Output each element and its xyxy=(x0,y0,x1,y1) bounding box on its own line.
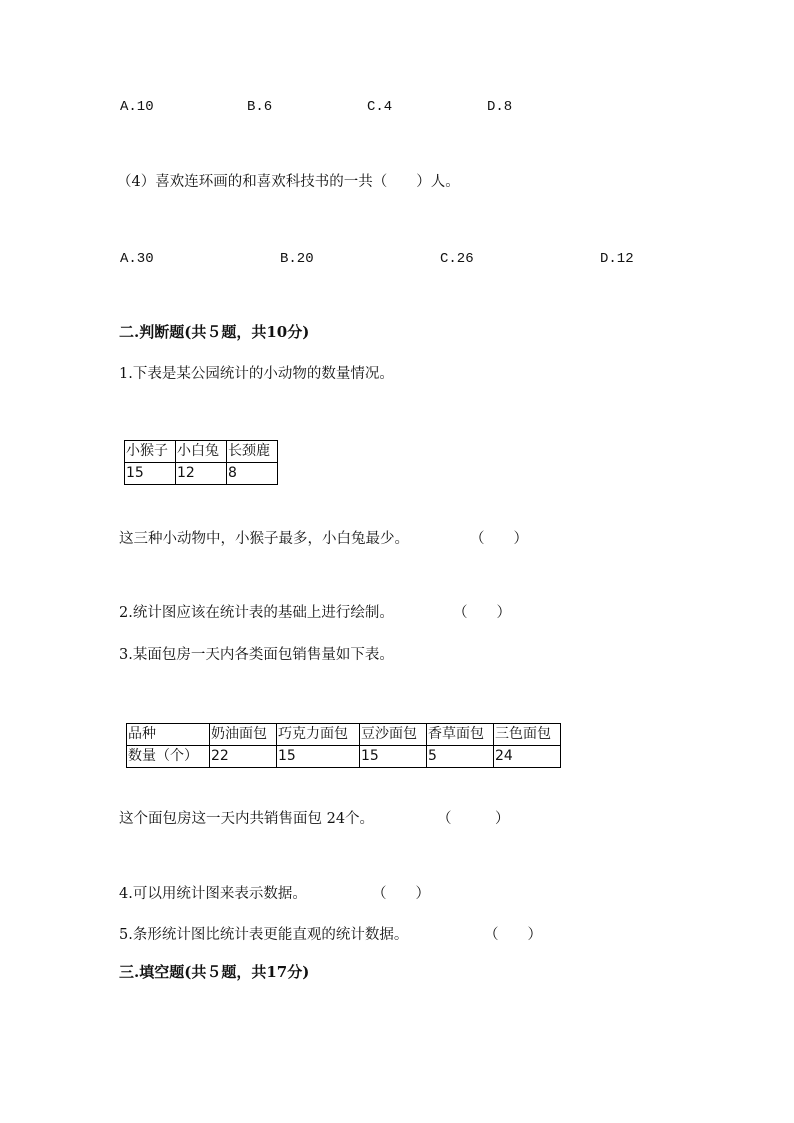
s2-q2-answer-paren[interactable]: （ ） xyxy=(453,605,511,621)
table-cell: 香草面包 xyxy=(427,724,494,746)
q4-option-a: A.30 xyxy=(120,251,154,267)
s2-q3-statement: 这个面包房这一天内共销售面包 24个。 xyxy=(119,811,375,827)
s2-q3-answer-paren[interactable]: （ ） xyxy=(437,811,510,827)
s2-q2-text: 2.统计图应该在统计表的基础上进行绘制。 xyxy=(119,605,394,621)
table-cell: 12 xyxy=(176,463,227,485)
bread-sales-table xyxy=(126,723,561,768)
table-cell: 24 xyxy=(494,746,561,768)
table-cell: 小猴子 xyxy=(125,441,176,463)
q3-option-b: B.6 xyxy=(247,99,273,115)
table-header-row xyxy=(127,724,561,746)
table-cell: 数量（个） xyxy=(127,746,210,768)
table-header-row xyxy=(125,441,278,463)
s2-q5-text: 5.条形统计图比统计表更能直观的统计数据。 xyxy=(119,927,409,943)
table-row xyxy=(125,463,278,485)
s2-q1-statement: 这三种小动物中，小猴子最多，小白兔最少。 xyxy=(119,531,409,547)
q3-option-d: D.8 xyxy=(487,99,513,115)
q4-option-d: D.12 xyxy=(600,251,634,267)
q3-option-c: C.4 xyxy=(367,99,393,115)
section2-heading: 二.判断题(共５题，共10分) xyxy=(119,323,310,341)
table-row xyxy=(127,746,561,768)
q4-option-b: B.20 xyxy=(280,251,314,267)
table-cell: 15 xyxy=(125,463,176,485)
section3-heading: 三.填空题(共５题，共17分) xyxy=(119,963,310,981)
q4-option-c: C.26 xyxy=(440,251,474,267)
table-cell: 巧克力面包 xyxy=(277,724,360,746)
s2-q5-answer-paren[interactable]: （ ） xyxy=(484,927,542,943)
s2-q1-text: 1.下表是某公园统计的小动物的数量情况。 xyxy=(119,366,394,382)
s2-q4-answer-paren[interactable]: （ ） xyxy=(372,886,430,902)
table-cell: 15 xyxy=(360,746,427,768)
s2-q4-text: 4.可以用统计图来表示数据。 xyxy=(119,886,307,902)
table-cell: 品种 xyxy=(127,724,210,746)
table-cell: 22 xyxy=(210,746,277,768)
table-cell: 三色面包 xyxy=(494,724,561,746)
table-cell: 5 xyxy=(427,746,494,768)
table-cell: 15 xyxy=(277,746,360,768)
q3-option-a: A.10 xyxy=(120,99,154,115)
s2-q3-text: 3.某面包房一天内各类面包销售量如下表。 xyxy=(119,647,394,663)
table-cell: 豆沙面包 xyxy=(360,724,427,746)
s2-q1-answer-paren[interactable]: （ ） xyxy=(470,531,528,547)
animal-count-table xyxy=(124,440,278,485)
table-cell: 小白兔 xyxy=(176,441,227,463)
table-cell: 长颈鹿 xyxy=(227,441,278,463)
q4-text: （4）喜欢连环画的和喜欢科技书的一共（ ）人。 xyxy=(117,174,460,190)
table-cell: 奶油面包 xyxy=(210,724,277,746)
table-cell: 8 xyxy=(227,463,278,485)
